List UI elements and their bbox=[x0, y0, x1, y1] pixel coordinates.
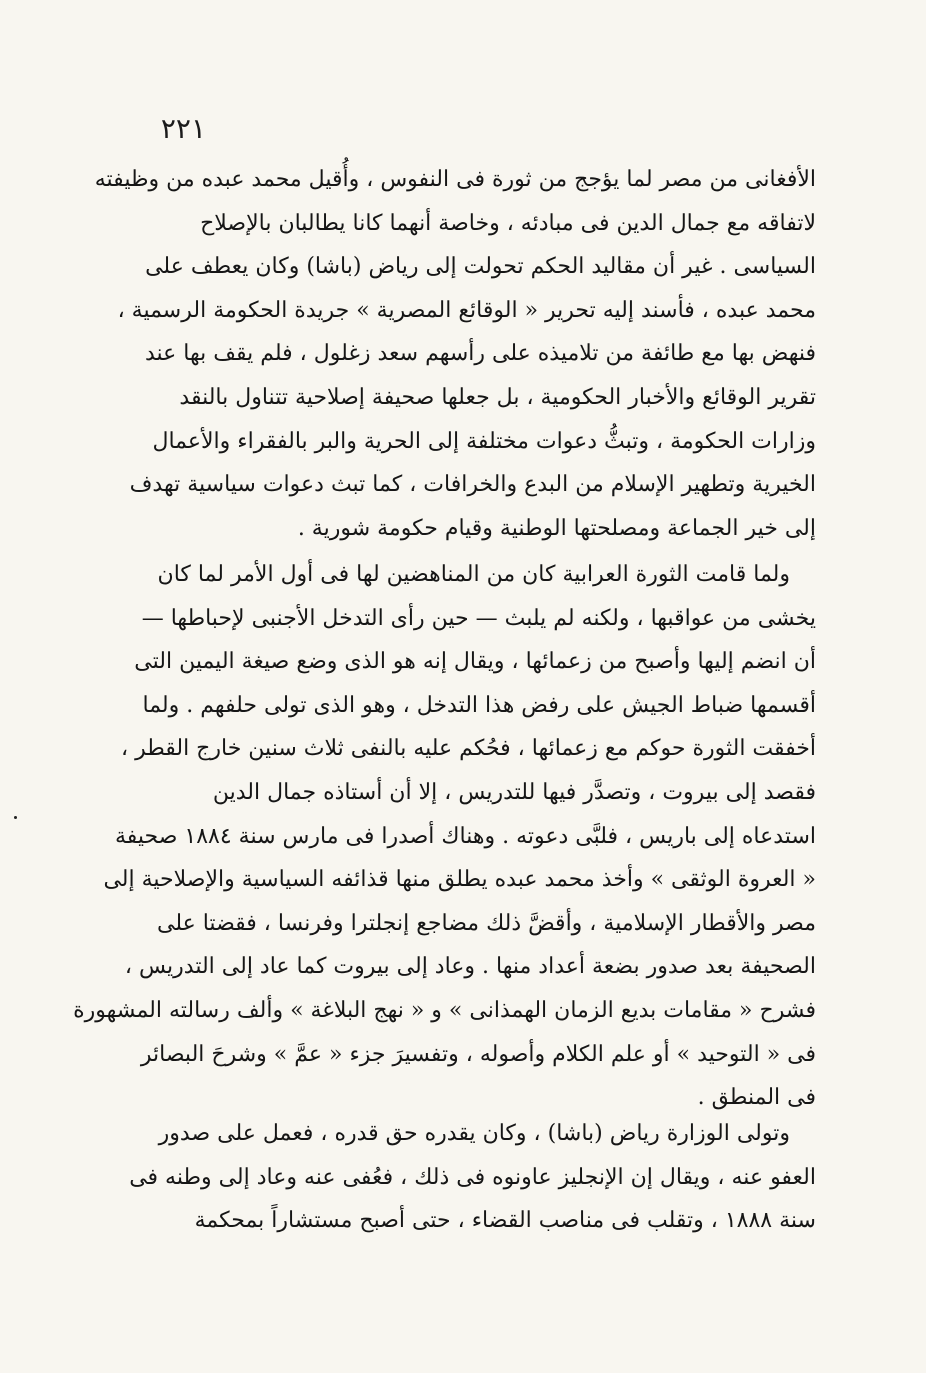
text-line: سنة ١٨٨٨ ، وتقلب فى مناصب القضاء ، حتى أصبح مستشاراً بمحكمة bbox=[194, 1208, 816, 1234]
text-line: لاتفاقه مع جمال الدين فى مبادئه ، وخاصة أنهما كانا يطالبان بالإصلاح bbox=[200, 210, 816, 236]
page-number: ٢٢١ bbox=[160, 112, 206, 145]
text-line: فى « التوحيد » أو علم الكلام وأصوله ، وتفسيرَ جزء « عمَّ » وشرحَ البصائر bbox=[140, 1041, 816, 1067]
text-line: أخفقت الثورة حوكم مع زعمائها ، فحُكم عليه بالنفى ثلاث سنين خارج القطر ، bbox=[120, 736, 816, 762]
text-line: فنهض بها مع طائفة من تلاميذه على رأسهم سعد زغلول ، فلم يقف بها عند bbox=[144, 341, 816, 367]
paper-speck bbox=[14, 816, 17, 819]
text-line: استدعاه إلى باريس ، فلبَّى دعوته . وهناك أصدرا فى مارس سنة ١٨٨٤ صحيفة bbox=[114, 823, 816, 849]
text-line: « العروة الوثقى » وأخذ محمد عبده يطلق منها قذائفه السياسية والإصلاحية إلى bbox=[103, 867, 816, 893]
text-line: مصر والأقطار الإسلامية ، وأقضَّ ذلك مضاجع إنجلترا وفرنسا ، فقضتا على bbox=[156, 910, 816, 936]
text-line: وزارات الحكومة ، وتبثُّ دعوات مختلفة إلى الحرية والبر بالفقراء والأعمال bbox=[152, 428, 816, 454]
text-line: فى المنطق . bbox=[697, 1085, 816, 1111]
text-line: الأفغانى من مصر لما يؤجج من ثورة فى النفوس ، وأُقيل محمد عبده من وظيفته bbox=[94, 167, 816, 192]
text-line: الصحيفة بعد صدور بضعة أعداد منها . وعاد إلى بيروت كما عاد إلى التدريس ، bbox=[124, 954, 816, 980]
text-line: إلى خير الجماعة ومصلحتها الوطنية وقيام حكومة شورية . bbox=[297, 515, 816, 541]
text-line: فشرح « مقامات بديع الزمان الهمذانى » و « نهج البلاغة » وألف رسالته المشهورة bbox=[73, 997, 816, 1023]
paragraph-1 bbox=[94, 158, 816, 550]
paragraph-3 bbox=[129, 1112, 816, 1243]
text-line: يخشى من عواقبها ، ولكنه لم يلبث — حين رأى التدخل الأجنبى لإحباطها — bbox=[141, 605, 816, 631]
text-line: الخيرية وتطهير الإسلام من البدع والخرافات ، كما تبث دعوات سياسية تهدف bbox=[129, 472, 816, 498]
text-line: تقرير الوقائع والأخبار الحكومية ، بل جعلها صحيفة إصلاحية تتناول بالنقد bbox=[179, 384, 816, 410]
text-line: محمد عبده ، فأسند إليه تحرير « الوقائع المصرية » جريدة الحكومة الرسمية ، bbox=[117, 297, 816, 323]
paragraph-2 bbox=[73, 553, 816, 1120]
text-line: ولما قامت الثورة العرابية كان من المناهضين لها فى أول الأمر لما كان bbox=[157, 562, 790, 587]
text-line: السياسى . غير أن مقاليد الحكم تحولت إلى رياض (باشا) وكان يعطف على bbox=[145, 254, 816, 280]
text-line: فقصد إلى بيروت ، وتصدَّر فيها للتدريس ، إلا أن أستاذه جمال الدين bbox=[212, 779, 816, 805]
text-line: أن انضم إليها وأصبح من زعمائها ، ويقال إنه هو الذى وضع صيغة اليمين التى bbox=[134, 649, 816, 675]
text-line: العفو عنه ، ويقال إن الإنجليز عاونوه فى ذلك ، فعُفى عنه وعاد إلى وطنه فى bbox=[129, 1164, 816, 1190]
text-line: وتولى الوزارة رياض (باشا) ، وكان يقدره حق قدره ، فعمل على صدور bbox=[158, 1121, 790, 1146]
text-line: أقسمها ضباط الجيش على رفض هذا التدخل ، وهو الذى تولى حلفهم . ولما bbox=[142, 692, 816, 718]
